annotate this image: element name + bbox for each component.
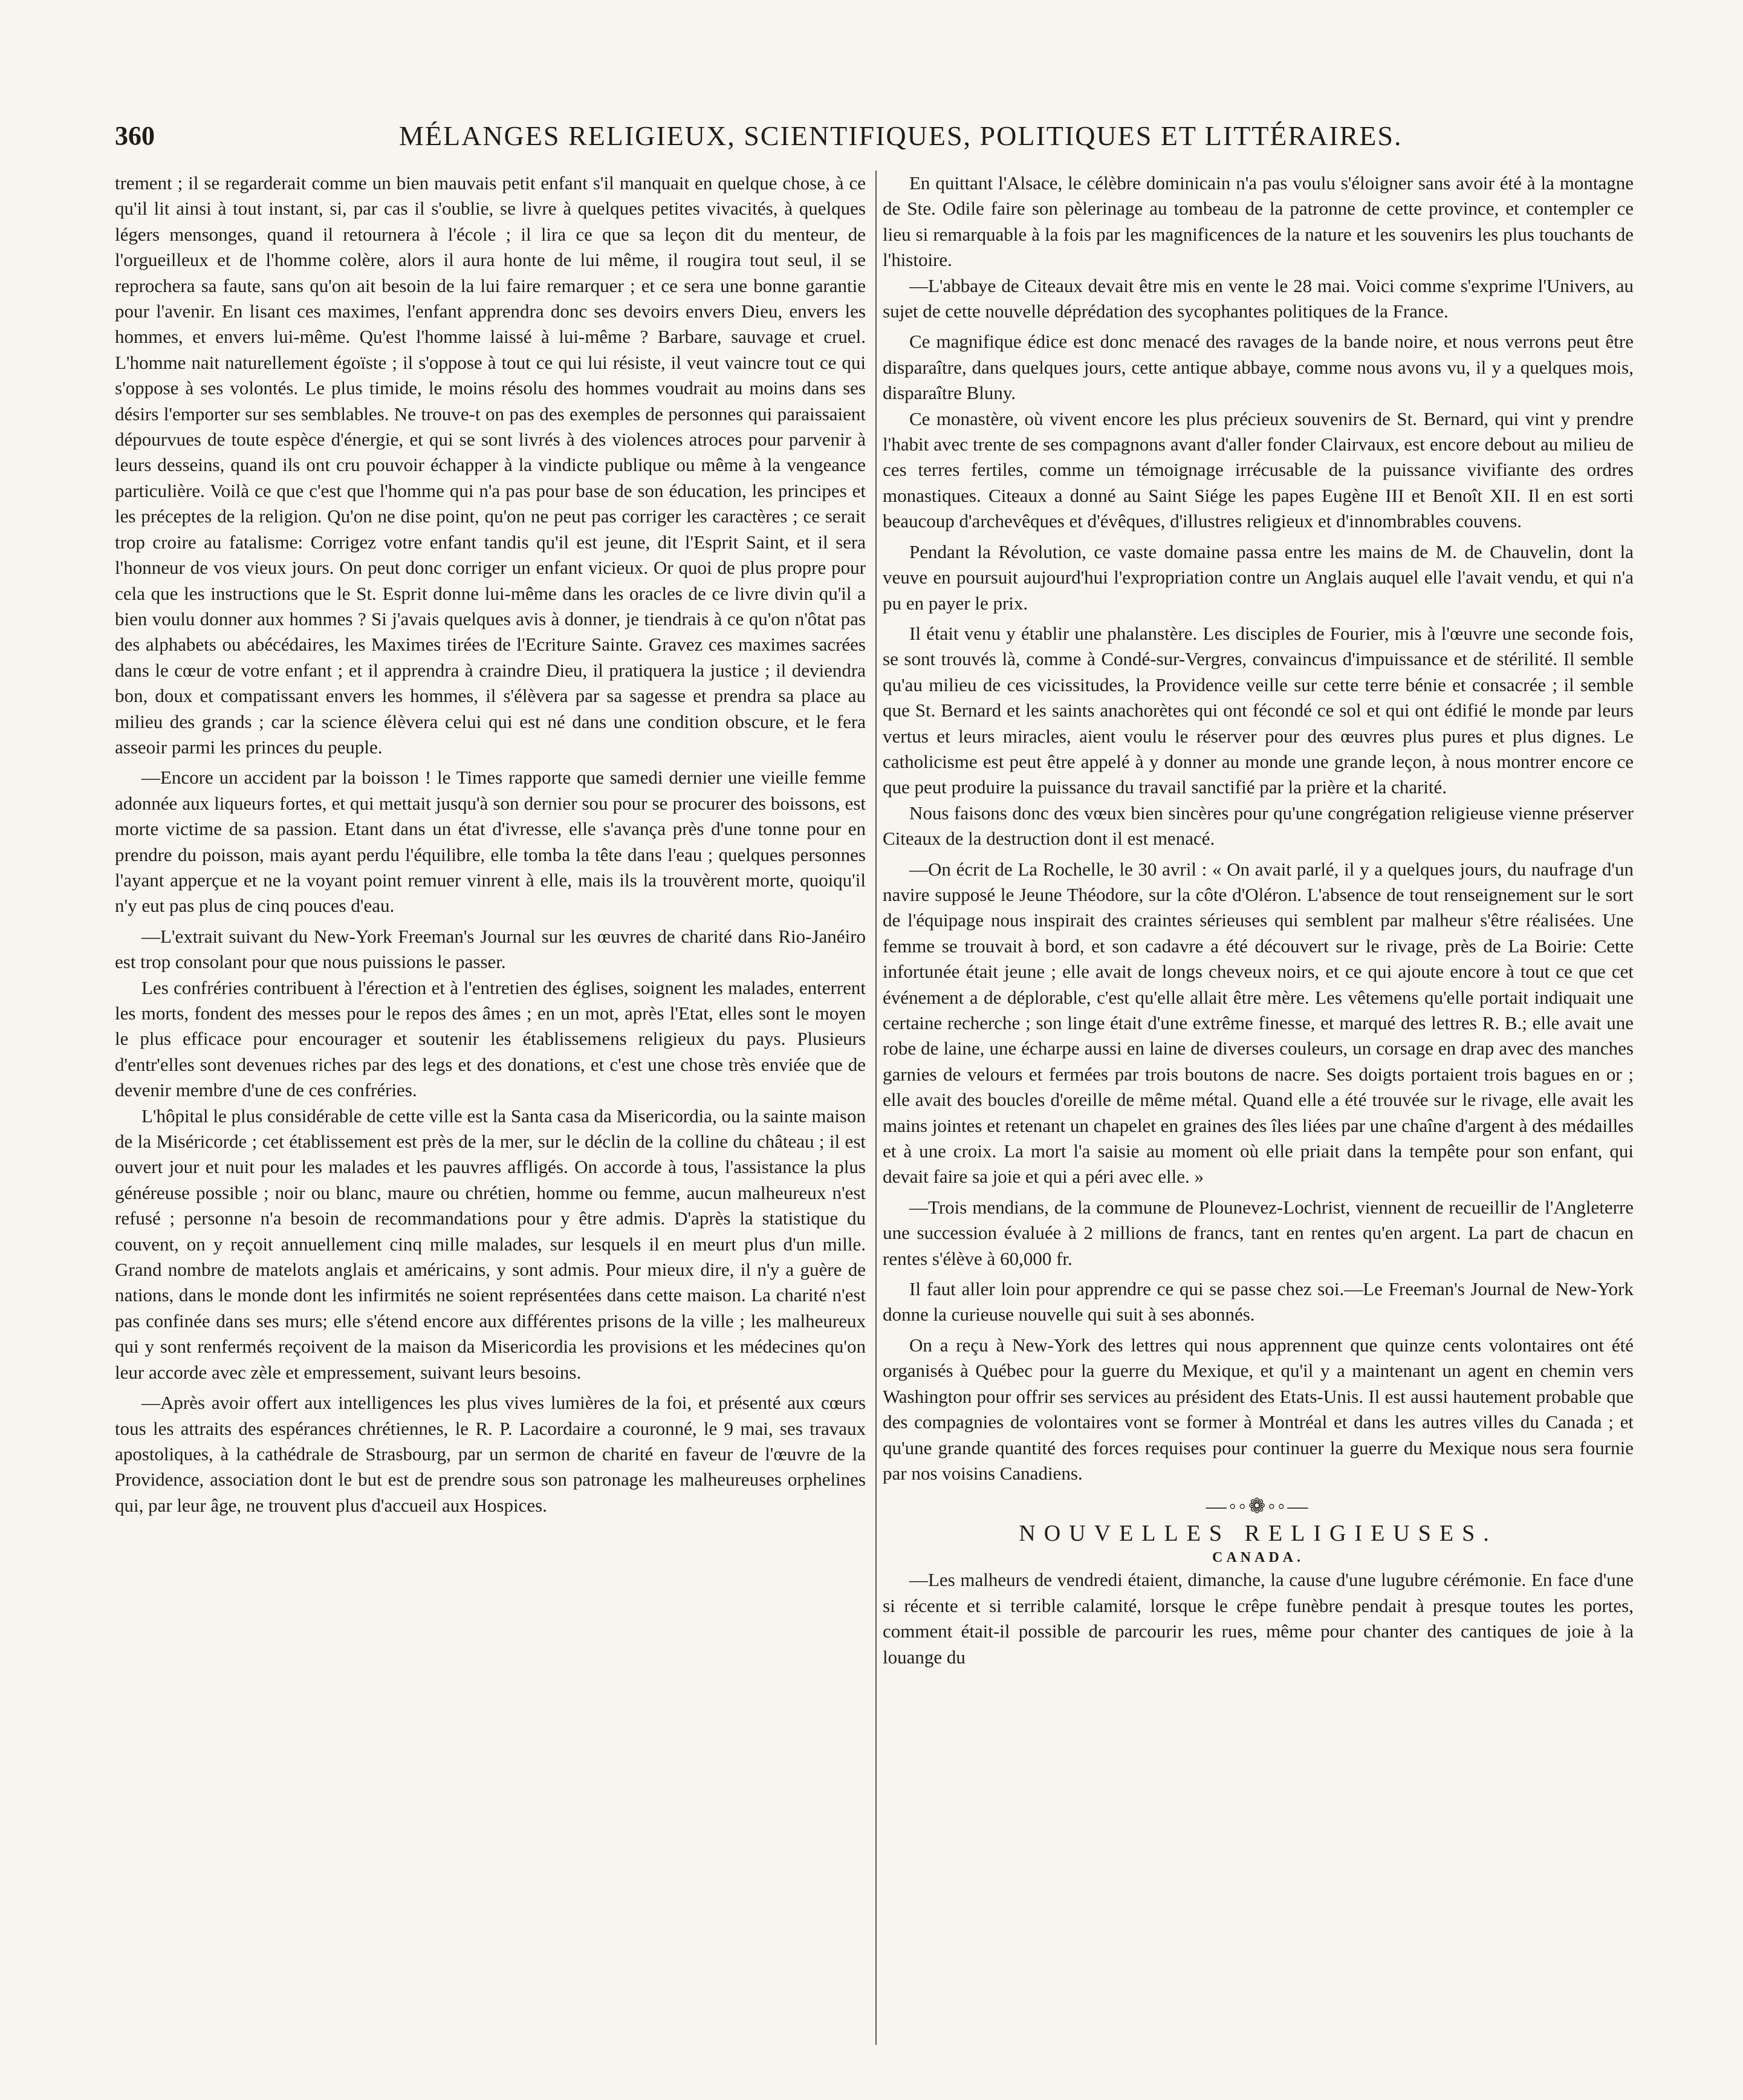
page-header <box>115 118 1663 160</box>
article-paragraph: —Trois mendians, de la commune de Plounevez-Lochrist, viennent de recueillir de l'Angleterre une succession évaluée à 2 millions de francs, tant en rentes qu'en argent. La part de chacun en rentes s'élève à 60,000 fr. <box>883 1196 1634 1269</box>
section-subtitle: CANADA. <box>1212 1550 1304 1566</box>
ornament-divider: —◦◦❁◦◦— <box>1206 1495 1311 1518</box>
section-heading <box>883 1495 1634 1567</box>
article-paragraph: trement ; il se regarderait comme un bien mauvais petit enfant s'il manquait en quelque chose, à ce qu'il lit ainsi à tout instant, si, par cas il s'oublie, se livre à quelques petites vivacités, à quelques légers mensonges, quand il retournera à l'école ; il lira ce que sa leçon dit du menteur, de l'orgueilleux et de l'homme colère, alors il aura honte de lui même, il rougira tout seul, il se reprochera sa faute, sans qu'on ait besoin de la lui faire remarquer ; et ce sera une bonne garantie pour l'avenir. En lisant ces maximes, l'enfant apprendra donc ses devoirs envers Dieu, envers les hommes, et envers lui-même. Qu'est l'homme laissé à lui-même ? Barbare, sauvage et cruel. L'homme nait naturellement égoïste ; il s'oppose à tout ce qui lui résiste, il veut vaincre tout ce qui s'oppose à ses volontés. Le plus timide, le moins résolu des hommes voudrait au moins dans ses désirs l'emporter sur ses semblables. Ne trouve-t on pas des exemples de personnes qui paraissaient dépourvues de toute espèce d'énergie, et qui se sont livrés à des violences atroces pour parvenir à leurs desseins, quand ils ont cru pouvoir échapper à la vindicte publique ou même à la vengeance particulière. Voilà ce que c'est que l'homme qui n'a pas pour base de son éducation, les principes et les préceptes de la religion. Qu'on ne dise point, qu'on ne peut pas corriger les caractères ; ce serait trop croire au fatalisme: Corrigez votre enfant tandis qu'il est jeune, dit l'Esprit Saint, et il sera l'honneur de vos vieux jours. On peut donc corriger un enfant vicieux. Or quoi de plus propre pour cela que les instructions que le St. Esprit donne lui-même dans les oracles de ce livre divin qu'il a bien voulu donner aux hommes ? Si j'avais quelques avis à donner, je tiendrais à ce qu'on n'ôtat pas des alphabets ou abécédaires, les Maximes tirées de l'Ecriture Sainte. Gravez ces maximes sacrées dans le cœur de votre enfant ; et il apprendra à craindre Dieu, il pratiquera la justice ; il deviendra bon, doux et compatissant envers les hommes, il s'élèvera par sa sagesse et prendra sa place au milieu des grands ; car la science élèvera celui qui est né dans une condition obscure, et le fera asseoir parmi les princes du peuple. <box>115 172 866 758</box>
article-paragraph: —L'abbaye de Citeaux devait être mis en vente le 28 mai. Voici comme s'exprime l'Univers, au sujet de cette nouvelle déprédation des sycophantes politiques de la France. <box>883 275 1634 322</box>
article-paragraph: Il était venu y établir une phalanstère. Les disciples de Fourier, mis à l'œuvre une seconde fois, se sont trouvés là, comme à Condé-sur-Vergres, convaincus d'impuissance et de stérilité. Il semble qu'au milieu de ces vicissitudes, la Providence veille sur cette terre bénie et consacrée ; il semble que St. Bernard et les saints anachorètes qui ont fécondé ce sol et qui ont édifié le monde par leurs vertus et leurs miracles, aient voulu le réserver pour des œuvres plus pures et plus dignes. Le catholicisme est peut être appelé à y donner au monde une grande leçon, à nous montrer encore ce que peut produire la puissance du travail sanctifié par la prière et la charité. <box>883 622 1634 798</box>
column-divider <box>875 171 877 2045</box>
article-paragraph: Les confréries contribuent à l'érection et à l'entretien des églises, soignent les malades, enterrent les morts, fondent des messes pour le repos des âmes ; en un mot, après l'Etat, elles sont le moyen le plus efficace pour encourager et soutenir les établissemens religieux du pays. Plusieurs d'entr'elles sont devenues riches par des legs et des donations, et c'est une chose très enviée que de devenir membre d'une de ces confréries. <box>115 977 866 1101</box>
article-paragraph: Nous faisons donc des vœux bien sincères pour qu'une congrégation religieuse vienne préserver Citeaux de la destruction dont il est menacé. <box>883 802 1634 850</box>
article-paragraph: —Les malheurs de vendredi étaient, dimanche, la cause d'une lugubre cérémonie. En face d'une si récente et si terrible calamité, lorsque le crêpe funèbre pendait à presque toutes les portes, comment était-il possible de parcourir les rues, même pour chanter des cantiques de joie à la louange du <box>883 1569 1634 1668</box>
running-title: MÉLANGES RELIGIEUX, SCIENTIFIQUES, POLITIQUES ET LITTÉRAIRES. <box>399 120 1403 151</box>
page-number: 360 <box>115 121 155 151</box>
left-column <box>115 171 866 2051</box>
article-paragraph: Pendant la Révolution, ce vaste domaine passa entre les mains de M. de Chauvelin, dont la veuve en poursuit aujourd'hui l'expropriation contre un Anglais auquel elle l'avait vendu, et qui n'a pu en payer le prix. <box>883 541 1634 614</box>
article-paragraph: —Après avoir offert aux intelligences les plus vives lumières de la foi, et présenté aux cœurs tous les attraits des espérances chrétiennes, le R. P. Lacordaire a couronné, le 9 mai, ses travaux apostoliques, à la cathédrale de Strasbourg, par un sermon de charité en faveur de l'œuvre de la Providence, association dont le but est de prendre sous son patronage les malheureuses orphelines qui, par leur âge, ne trouvent plus d'accueil aux Hospices. <box>115 1392 866 1516</box>
article-paragraph: En quittant l'Alsace, le célèbre dominicain n'a pas voulu s'éloigner sans avoir été à la montagne de Ste. Odile faire son pèlerinage au tombeau de la patronne de cette province, et contempler ce lieu si remarquable à la fois par les magnificences de la nature et les souvenirs les plus touchants de l'histoire. <box>883 172 1634 271</box>
article-paragraph: L'hôpital le plus considérable de cette ville est la Santa casa da Misericordia, ou la sainte maison de la Miséricorde ; cet établissement est près de la mer, sur le déclin de la colline du château ; il est ouvert jour et nuit pour les malades et les pauvres affligés. On accorde à tous, l'assistance la plus généreuse possible ; noir ou blanc, maure ou chrétien, homme ou femme, aucun malheureux n'est refusé ; personne n'a besoin de recommandations pour y être admis. D'après la statistique du couvent, on y reçoit annuellement cinq mille malades, sur lesquels il en meurt plus d'un mille. Grand nombre de matelots anglais et américains, y sont admis. Pour mieux dire, il n'y a guère de nations, dans le monde dont les infirmités ne soient représentées dans cette maison. La charité n'est pas confinée dans ses murs; elle s'étend encore aux différentes prisons de la ville ; les malheureux qui y sont renfermés reçoivent de la maison da Misericordia les provisions et les médecines qu'on leur accorde avec zèle et empressement, suivant leurs besoins. <box>115 1105 866 1383</box>
section-title: NOUVELLES RELIGIEUSES. <box>1019 1521 1498 1547</box>
article-paragraph: Ce monastère, où vivent encore les plus précieux souvenirs de St. Bernard, qui vint y prendre l'habit avec trente de ses compagnons avant d'aller fonder Clairvaux, est encore debout au milieu de ces terres fertiles, comme un témoignage irrécusable de la puissance vivifiante des ordres monastiques. Citeaux a donné au Saint Siége les papes Eugène III et Benoît XII. Il en est sorti beaucoup d'archevêques et d'évêques, d'illustres religieux et d'innombrables couvens. <box>883 408 1634 532</box>
article-paragraph: Ce magnifique édice est donc menacé des ravages de la bande noire, et nous verrons peut être disparaître, dans quelques jours, cette antique abbaye, comme nous avons vu, il y a quelques mois, disparaître Bluny. <box>883 331 1634 404</box>
right-column <box>883 171 1634 2051</box>
article-paragraph: —On écrit de La Rochelle, le 30 avril : « On avait parlé, il y a quelques jours, du naufrage d'un navire supposé le Jeune Théodore, sur la côte d'Oléron. L'absence de tout renseignement sur le sort de l'équipage nous inspirait des craintes sérieuses qui semblent par malheur s'être réalisées. Une femme se trouvait à bord, et son cadavre a été découvert sur le rivage, près de La Boirie: Cette infortunée était jeune ; elle avait de longs cheveux noirs, et ce qui ajoute encore à tout ce que cet événement a de déplorable, c'est qu'elle allait être mère. Les vêtemens qu'elle portait indiquait une certaine recherche ; son linge était d'une extrême finesse, et marqué des lettres R. B.; elle avait une robe de laine, une écharpe aussi en laine de diverses couleurs, un corsage en drap avec des manches garnies de velours et fermées par trois boutons de nacre. Ses doigts portaient trois bagues en or ; elle avait des boucles d'oreille de même métal. Quand elle a été trouvée sur le rivage, elle avait les mains jointes et retenant un chapelet en graines des îles liées par une chaîne d'argent à des médailles et à une croix. La mort l'a saisie au moment où elle priait dans la tempête pour son enfant, qui devait faire sa joie et qui a péri avec elle. » <box>883 858 1634 1188</box>
article-paragraph: On a reçu à New-York des lettres qui nous apprennent que quinze cents volontaires ont été organisés à Québec pour la guerre du Mexique, et qu'il y a maintenant un agent en chemin vers Washington pour offrir ses services au président des Etats-Unis. Il est aussi hautement probable que des compagnies de volontaires vont se former à Montréal et dans les autres villes du Canada ; et qu'une grande quantité des forces requises pour continuer la guerre du Mexique nous sera fournie par nos voisins Canadiens. <box>883 1334 1634 1484</box>
article-paragraph: —L'extrait suivant du New-York Freeman's Journal sur les œuvres de charité dans Rio-Janéiro est trop consolant pour que nous puissions le passer. <box>115 925 866 973</box>
article-paragraph: Il faut aller loin pour apprendre ce qui se passe chez soi.—Le Freeman's Journal de New-York donne la curieuse nouvelle qui suit à ses abonnés. <box>883 1278 1634 1325</box>
article-paragraph: —Encore un accident par la boisson ! le Times rapporte que samedi dernier une vieille femme adonnée aux liqueurs fortes, et qui mettait jusqu'à son dernier sou pour se procurer des boissons, est morte victime de sa passion. Etant dans un état d'ivresse, elle s'avança près d'une tonne pour en prendre du poisson, mais ayant perdu l'équilibre, elle tomba la tête dans l'eau ; quelques personnes l'ayant apperçue et ne la voyant point remuer vinrent à elle, mais ils la trouvèrent morte, quoiqu'il n'y eut pas plus de cinq pouces d'eau. <box>115 767 866 917</box>
